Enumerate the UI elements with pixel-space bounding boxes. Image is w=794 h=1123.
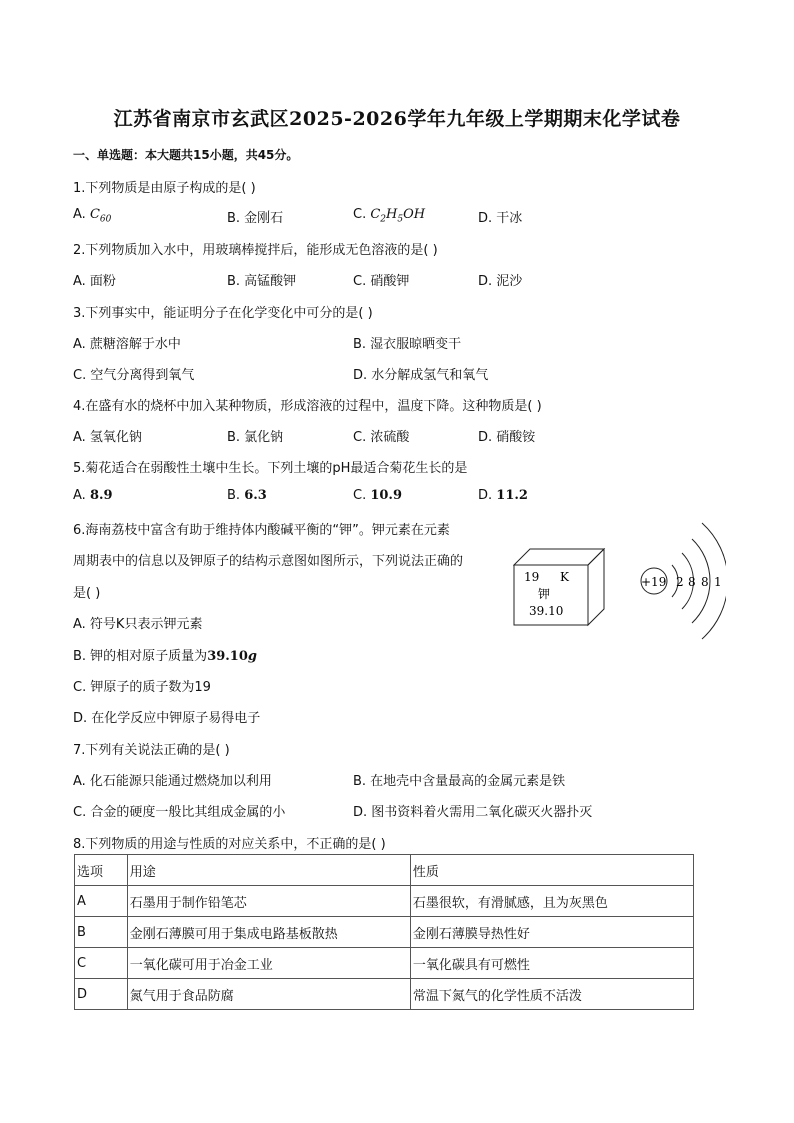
q7-option-b: B. 在地壳中含量最高的金属元素是铁 <box>353 774 566 789</box>
table-cell: 石墨很软，有滑腻感，且为灰黑色 <box>410 886 693 917</box>
table-cell: 一氧化碳可用于冶金工业 <box>127 948 410 979</box>
periodic-table-cell <box>513 548 613 628</box>
q1-option-a: A. $C_{60}$ <box>73 207 112 225</box>
element-mass: 39.10 <box>529 604 564 618</box>
q1-option-c: C. $C_2H_5OH$ <box>353 207 426 225</box>
shell-1-electrons: 2 <box>676 575 684 589</box>
element-symbol: K <box>560 570 569 584</box>
table-cell: 石墨用于制作铅笔芯 <box>127 886 410 917</box>
q6-option-c: C. 钾原子的质子数为19 <box>73 680 211 695</box>
question-1: 1.下列物质是由原子构成的是( ) <box>73 181 256 196</box>
potassium-atom-diagram <box>636 515 726 645</box>
question-2: 2.下列物质加入水中，用玻璃棒搅拌后，能形成无色溶液的是( ) <box>73 243 438 258</box>
table-header-row <box>75 855 694 886</box>
table-cell: C <box>75 948 128 979</box>
q8-table <box>74 854 694 1010</box>
q4-option-a: A. 氢氧化钠 <box>73 430 142 445</box>
q1-option-d: D. 干冰 <box>478 211 523 226</box>
question-4: 4.在盛有水的烧杯中加入某种物质，形成溶液的过程中，温度下降。这种物质是( ) <box>73 399 542 414</box>
header-property: 性质 <box>410 855 693 886</box>
q3-option-b: B. 湿衣服晾晒变干 <box>353 337 462 352</box>
q5-option-c: C. 10.9 <box>353 488 403 503</box>
table-cell: A <box>75 886 128 917</box>
shell-2-electrons: 8 <box>688 575 696 589</box>
q2-option-b: B. 高锰酸钾 <box>227 274 297 289</box>
question-6-line-1: 6.海南荔枝中富含有助于维持体内酸碱平衡的“钾”。钾元素在元素 <box>73 523 450 538</box>
q5-option-a: A. 8.9 <box>73 488 113 503</box>
table-cell: 常温下氮气的化学性质不活泼 <box>410 979 693 1010</box>
q7-option-c: C. 合金的硬度一般比其组成金属的小 <box>73 805 286 820</box>
q7-option-a: A. 化石能源只能通过燃烧加以利用 <box>73 774 272 789</box>
q7-option-d: D. 图书资料着火需用二氧化碳灭火器扑灭 <box>353 805 593 820</box>
q3-option-a: A. 蔗糖溶解于水中 <box>73 337 181 352</box>
q3-option-d: D. 水分解成氢气和氧气 <box>353 368 489 383</box>
element-name: 钾 <box>538 587 551 601</box>
q5-option-d: D. 11.2 <box>478 488 528 503</box>
table-row <box>75 948 694 979</box>
q2-option-a: A. 面粉 <box>73 274 116 289</box>
q4-option-c: C. 浓硫酸 <box>353 430 410 445</box>
page-title: 江苏省南京市玄武区2025-2026学年九年级上学期期末化学试卷 <box>113 108 681 130</box>
header-use: 用途 <box>127 855 410 886</box>
table-cell: 金刚石薄膜可用于集成电路基板散热 <box>127 917 410 948</box>
q2-option-d: D. 泥沙 <box>478 274 523 289</box>
question-6-line-2: 周期表中的信息以及钾原子的结构示意图如图所示，下列说法正确的 <box>73 554 464 569</box>
q3-option-c: C. 空气分离得到氧气 <box>73 368 195 383</box>
q1-option-b: B. 金刚石 <box>227 211 284 226</box>
nucleus-charge: +19 <box>641 575 667 589</box>
question-7: 7.下列有关说法正确的是( ) <box>73 743 230 758</box>
q4-option-b: B. 氯化钠 <box>227 430 284 445</box>
shell-3-electrons: 8 <box>701 575 709 589</box>
table-cell: 金刚石薄膜导热性好 <box>410 917 693 948</box>
table-row <box>75 917 694 948</box>
question-5: 5.菊花适合在弱酸性土壤中生长。下列土壤的pH最适合菊花生长的是 <box>73 461 468 476</box>
section-heading: 一、单选题：本大题共15小题，共45分。 <box>73 148 299 162</box>
element-number: 19 <box>524 570 540 584</box>
table-cell: B <box>75 917 128 948</box>
table-row <box>75 886 694 917</box>
question-3: 3.下列事实中，能证明分子在化学变化中可分的是( ) <box>73 306 373 321</box>
q2-option-c: C. 硝酸钾 <box>353 274 410 289</box>
header-option: 选项 <box>75 855 128 886</box>
table-cell: 氮气用于食品防腐 <box>127 979 410 1010</box>
q6-option-d: D. 在化学反应中钾原子易得电子 <box>73 711 261 726</box>
table-cell: 一氧化碳具有可燃性 <box>410 948 693 979</box>
q6-option-b: B. 钾的相对原子质量为39.10g <box>73 649 257 664</box>
question-6-line-3: 是( ) <box>73 586 101 601</box>
shell-4-electrons: 1 <box>714 575 722 589</box>
q6-option-a: A. 符号K只表示钾元素 <box>73 617 203 632</box>
q5-option-b: B. 6.3 <box>227 488 267 503</box>
q4-option-d: D. 硝酸铵 <box>478 430 536 445</box>
table-row <box>75 979 694 1010</box>
question-8: 8.下列物质的用途与性质的对应关系中，不正确的是( ) <box>73 837 386 852</box>
table-cell: D <box>75 979 128 1010</box>
